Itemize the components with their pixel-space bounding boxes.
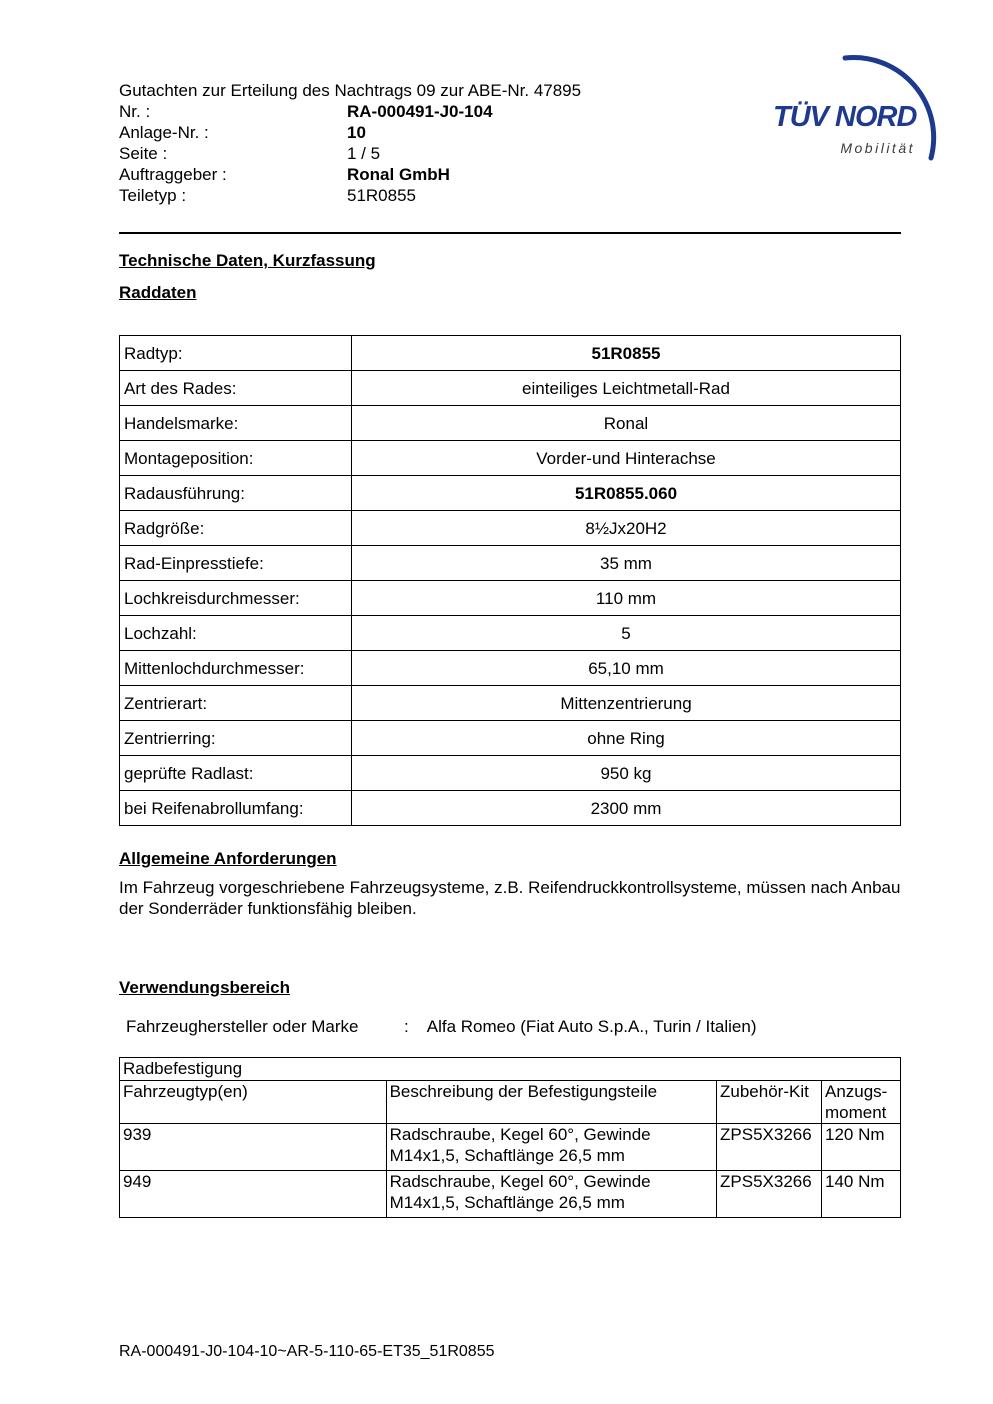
raddaten-label: Radgröße: bbox=[120, 511, 352, 546]
section-heading-allgemeine-anforderungen: Allgemeine Anforderungen bbox=[119, 849, 337, 868]
section-heading-technische-daten: Technische Daten, Kurzfassung bbox=[119, 251, 376, 270]
raddaten-value: 110 mm bbox=[352, 581, 901, 616]
beschreibung-cell: Radschraube, Kegel 60°, Gewinde M14x1,5, Schaftlänge 26,5 mm bbox=[386, 1124, 716, 1171]
zubehoer-kit-cell: ZPS5X3266 bbox=[717, 1171, 822, 1218]
tuev-nord-logo bbox=[753, 52, 943, 172]
section-heading-verwendungsbereich: Verwendungsbereich bbox=[119, 978, 290, 997]
raddaten-value: 51R0855 bbox=[352, 336, 901, 371]
raddaten-label: Radausführung: bbox=[120, 476, 352, 511]
raddaten-table bbox=[119, 335, 901, 826]
table-row bbox=[120, 546, 901, 581]
logo-tagline: Mobilität bbox=[840, 140, 915, 156]
fahrzeugtyp-cell: 949 bbox=[120, 1171, 387, 1218]
raddaten-label: Zentrierring: bbox=[120, 721, 352, 756]
raddaten-value: ohne Ring bbox=[352, 721, 901, 756]
column-header-zubehoer-kit: Zubehör-Kit bbox=[717, 1081, 822, 1124]
fahrzeughersteller-label: Fahrzeughersteller oder Marke bbox=[126, 1017, 359, 1036]
table-row bbox=[120, 1124, 901, 1171]
field-value-auftraggeber: Ronal GmbH bbox=[347, 165, 450, 184]
beschreibung-cell: Radschraube, Kegel 60°, Gewinde M14x1,5, Schaftlänge 26,5 mm bbox=[386, 1171, 716, 1218]
field-label-auftraggeber: Auftraggeber : bbox=[119, 165, 227, 184]
header-divider bbox=[119, 232, 901, 234]
field-label-anlage: Anlage-Nr. : bbox=[119, 123, 209, 142]
raddaten-label: Rad-Einpresstiefe: bbox=[120, 546, 352, 581]
table-row bbox=[120, 686, 901, 721]
header-field-row bbox=[119, 185, 901, 206]
raddaten-label: bei Reifenabrollumfang: bbox=[120, 791, 352, 826]
field-label-seite: Seite : bbox=[119, 144, 168, 163]
fahrzeughersteller-line bbox=[119, 1016, 901, 1037]
table-row bbox=[120, 511, 901, 546]
page-footer-reference: RA-000491-J0-104-10~AR-5-110-65-ET35_51R0855 bbox=[119, 1343, 495, 1360]
report-title: Gutachten zur Erteilung des Nachtrags 09 zur ABE-Nr. 47895 bbox=[119, 81, 582, 100]
table-title-row bbox=[120, 1058, 901, 1081]
table-row bbox=[120, 1171, 901, 1218]
raddaten-value: 35 mm bbox=[352, 546, 901, 581]
raddaten-value: Ronal bbox=[352, 406, 901, 441]
raddaten-label: geprüfte Radlast: bbox=[120, 756, 352, 791]
section-heading-raddaten: Raddaten bbox=[119, 283, 197, 302]
zubehoer-kit-cell: ZPS5X3266 bbox=[717, 1124, 822, 1171]
raddaten-label: Radtyp: bbox=[120, 336, 352, 371]
fahrzeughersteller-colon: : bbox=[404, 1017, 409, 1036]
table-row bbox=[120, 616, 901, 651]
logo-brand-text: TÜV NORD bbox=[773, 101, 917, 133]
table-row bbox=[120, 581, 901, 616]
raddaten-label: Zentrierart: bbox=[120, 686, 352, 721]
table-header-row bbox=[120, 1081, 901, 1124]
field-value-anlage: 10 bbox=[347, 123, 366, 142]
table-row bbox=[120, 406, 901, 441]
column-header-anzugsmoment: Anzugs-moment bbox=[821, 1081, 900, 1124]
fahrzeughersteller-value: Alfa Romeo (Fiat Auto S.p.A., Turin / Italien) bbox=[426, 1017, 757, 1036]
raddaten-value: 5 bbox=[352, 616, 901, 651]
raddaten-value: Mittenzentrierung bbox=[352, 686, 901, 721]
allgemeine-anforderungen-text: Im Fahrzeug vorgeschriebene Fahrzeugsysteme, z.B. Reifendruckkontrollsysteme, müssen nach Anbau der Sonderräder funktionsfähig bleiben. bbox=[119, 878, 901, 918]
fahrzeugtyp-cell: 939 bbox=[120, 1124, 387, 1171]
table-row bbox=[120, 791, 901, 826]
column-header-fahrzeugtyp: Fahrzeugtyp(en) bbox=[120, 1081, 387, 1124]
field-label-teiletyp: Teiletyp : bbox=[119, 186, 187, 205]
table-row bbox=[120, 651, 901, 686]
table-row bbox=[120, 336, 901, 371]
raddaten-value: Vorder-und Hinterachse bbox=[352, 441, 901, 476]
raddaten-label: Art des Rades: bbox=[120, 371, 352, 406]
raddaten-label: Montageposition: bbox=[120, 441, 352, 476]
raddaten-label: Handelsmarke: bbox=[120, 406, 352, 441]
raddaten-value: einteiliges Leichtmetall-Rad bbox=[352, 371, 901, 406]
anzugsmoment-cell: 140 Nm bbox=[821, 1171, 900, 1218]
raddaten-label: Lochkreisdurchmesser: bbox=[120, 581, 352, 616]
field-value-nr: RA-000491-J0-104 bbox=[347, 102, 493, 121]
raddaten-value: 950 kg bbox=[352, 756, 901, 791]
raddaten-value: 51R0855.060 bbox=[352, 476, 901, 511]
table-row bbox=[120, 441, 901, 476]
radbefestigung-table bbox=[119, 1057, 901, 1218]
raddaten-label: Lochzahl: bbox=[120, 616, 352, 651]
table-row bbox=[120, 756, 901, 791]
column-header-beschreibung: Beschreibung der Befestigungsteile bbox=[386, 1081, 716, 1124]
anzugsmoment-cell: 120 Nm bbox=[821, 1124, 900, 1171]
raddaten-label: Mittenlochdurchmesser: bbox=[120, 651, 352, 686]
field-label-nr: Nr. : bbox=[119, 102, 151, 121]
table-row bbox=[120, 476, 901, 511]
radbefestigung-title: Radbefestigung bbox=[120, 1058, 901, 1081]
raddaten-value: 8½Jx20H2 bbox=[352, 511, 901, 546]
table-row bbox=[120, 371, 901, 406]
field-value-teiletyp: 51R0855 bbox=[347, 186, 417, 205]
raddaten-value: 2300 mm bbox=[352, 791, 901, 826]
table-row bbox=[120, 721, 901, 756]
raddaten-value: 65,10 mm bbox=[352, 651, 901, 686]
field-value-seite: 1 / 5 bbox=[347, 144, 381, 163]
